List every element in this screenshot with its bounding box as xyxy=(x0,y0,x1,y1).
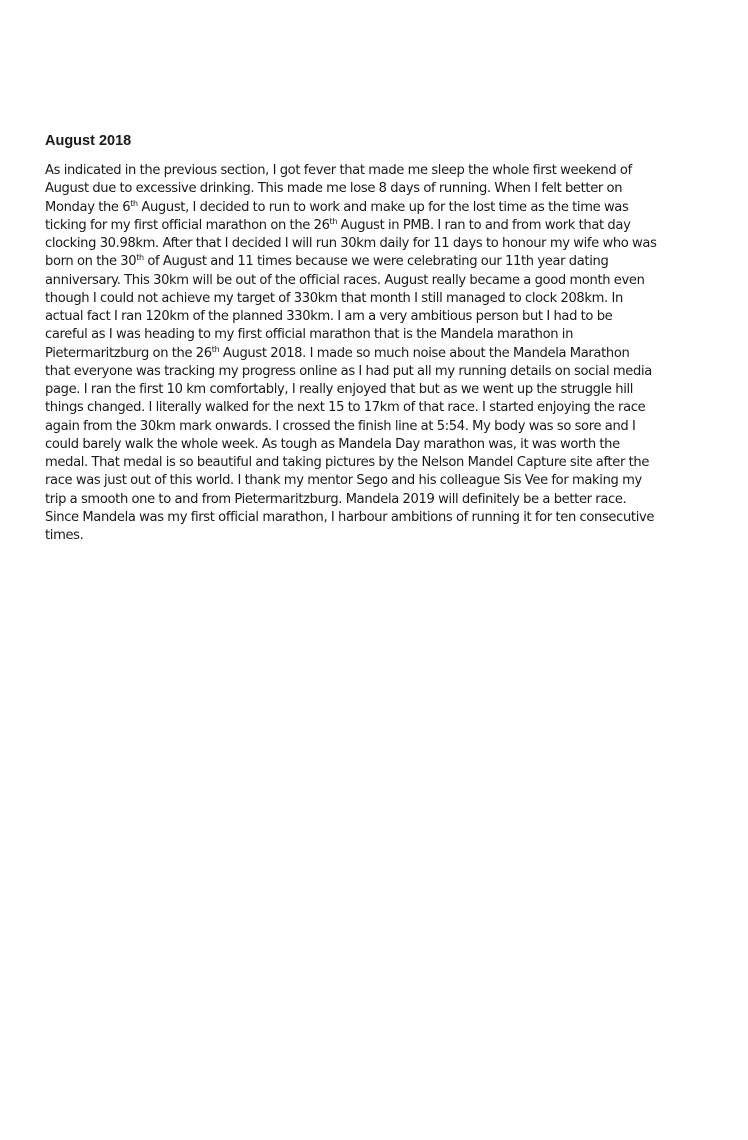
body-paragraph xyxy=(45,162,657,545)
text-line: clocking 30.98km. After that I decided I will run 30km daily for 11 days to honour my wife who was xyxy=(45,236,657,251)
text-line: could barely walk the whole week. As tough as Mandela Day marathon was, it was worth the xyxy=(45,436,620,452)
text-line: page. I ran the first 10 km comfortably, I really enjoyed that but as we went up the struggle hill xyxy=(45,382,634,397)
text-line: Since Mandela was my first official marathon, I harbour ambitions of running it for ten consecutive xyxy=(45,509,655,525)
text-line: medal. That medal is so beautiful and taking pictures by the Nelson Mandel Capture site after the xyxy=(45,455,650,470)
text-line: times. xyxy=(45,528,84,543)
text-line: As indicated in the previous section, I got fever that made me sleep the whole first weekend of xyxy=(45,163,632,178)
text-line: trip a smooth one to and from Pietermaritzburg. Mandela 2019 will definitely be a better race. xyxy=(45,491,627,507)
text-line: race was just out of this world. I thank my mentor Sego and his colleague Sis Vee for making my xyxy=(45,473,642,489)
text-line: things changed. I literally walked for the next 15 to 17km of that race. I started enjoying the race xyxy=(45,400,646,416)
section-heading: August 2018 xyxy=(45,133,132,149)
text-line: ticking for my first official marathon on the 26th August in PMB. I ran to and from work that day xyxy=(45,216,631,233)
text-line: actual fact I ran 120km of the planned 330km. I am a very ambitious person but I had to be xyxy=(45,309,613,324)
text-line: though I could not achieve my target of 330km that month I still managed to clock 208km. In xyxy=(45,290,623,306)
text-line: Monday the 6th August, I decided to run to work and make up for the lost time as the time was xyxy=(45,198,629,215)
text-line: born on the 30th of August and 11 times because we were celebrating our 11th year dating xyxy=(45,253,609,270)
text-line: August due to excessive drinking. This made me lose 8 days of running. When I felt better on xyxy=(45,181,623,197)
text-line: again from the 30km mark onwards. I crossed the finish line at 5:54. My body was so sore and I xyxy=(45,418,636,434)
text-line: Pietermaritzburg on the 26th August 2018. I made so much noise about the Mandela Marathon xyxy=(45,344,630,361)
text-line: anniversary. This 30km will be out of the official races. August really became a good month even xyxy=(45,272,645,288)
text-line: that everyone was tracking my progress online as I had put all my running details on social media xyxy=(45,363,652,379)
text-line: careful as I was heading to my first official marathon that is the Mandela marathon in xyxy=(45,327,574,343)
